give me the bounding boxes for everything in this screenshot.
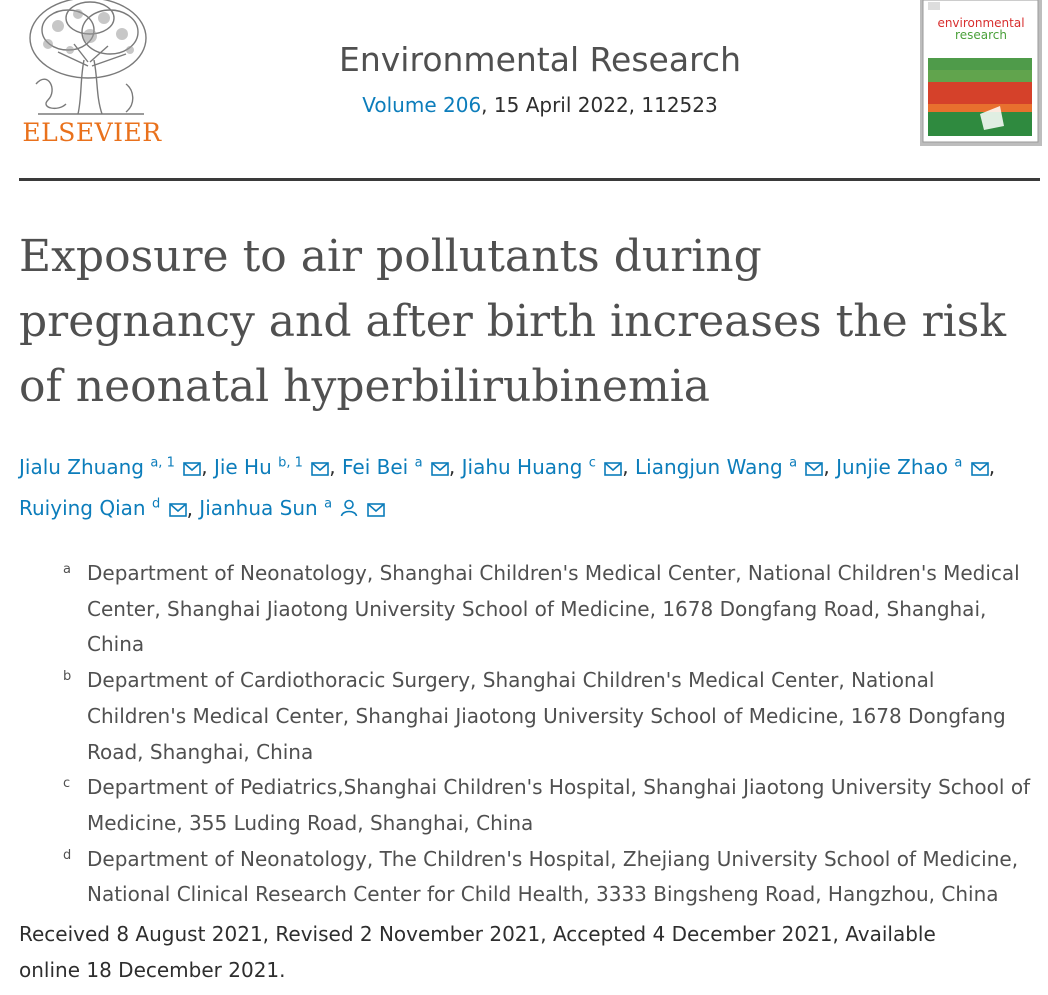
author-name-link[interactable]: Ruiying Qian — [19, 496, 146, 521]
person-icon[interactable] — [340, 492, 358, 528]
affiliation-text: Department of Neonatology, Shanghai Children's Medical Center, National Children's Medical Center, Shanghai Jiaotong University School of Medicine, 1678 Dongfang Road, Shanghai, China — [87, 561, 1020, 657]
affiliation-label: c — [63, 776, 71, 792]
email-icon[interactable] — [183, 451, 201, 487]
author-affiliation-sup[interactable]: a — [789, 455, 798, 470]
author-name-link[interactable]: Jialu Zhuang — [19, 454, 144, 479]
author-affiliation-sup[interactable]: a — [414, 455, 423, 470]
journal-title[interactable]: Environmental Research — [339, 40, 741, 79]
author-item — [635, 455, 823, 479]
author-item — [462, 455, 623, 479]
email-icon[interactable] — [311, 451, 329, 487]
journal-issue-info — [0, 93, 1048, 117]
email-icon[interactable] — [431, 451, 449, 487]
affiliation-text: Department of Neonatology, The Children's Hospital, Zhejiang University School of Medicine, National Clinical Research Center for Child Health, 3333 Bingsheng Road, Hangzhou, China — [87, 846, 1019, 907]
author-item — [214, 455, 329, 479]
author-name-link[interactable]: Junjie Zhao — [836, 454, 949, 479]
author-item — [19, 455, 201, 479]
author-item — [836, 455, 989, 479]
author-name-link[interactable]: Jie Hu — [213, 454, 272, 479]
affiliation-text: Department of Pediatrics,Shanghai Children's Hospital, Shanghai Jiaotong University School of Medicine, 355 Luding Road, Shanghai, China — [87, 775, 1031, 835]
author-separator: , — [448, 454, 462, 479]
elsevier-wordmark: ELSEVIER — [22, 118, 162, 147]
author-separator: , — [988, 454, 996, 479]
author-separator: , — [186, 496, 200, 521]
affiliation-label: d — [63, 847, 72, 863]
author-name-link[interactable]: Jianhua Sun — [199, 496, 318, 521]
email-icon[interactable] — [971, 451, 989, 487]
email-icon[interactable] — [805, 451, 823, 487]
article-title: Exposure to air pollutants during pregnancy and after birth increases the risk of neonatal hyperbilirubinemia — [19, 231, 1006, 412]
cover-title-line2: research — [955, 28, 1007, 42]
affiliation-label: b — [63, 669, 72, 685]
affiliation-item — [19, 556, 1039, 663]
affiliation-list — [19, 556, 1039, 913]
author-item — [342, 455, 449, 479]
author-affiliation-sup[interactable]: b, 1 — [278, 455, 303, 470]
author-name-link[interactable]: Fei Bei — [342, 454, 409, 479]
affiliation-item — [19, 663, 1039, 770]
author-affiliation-sup[interactable]: d — [151, 496, 161, 512]
email-icon[interactable] — [367, 492, 385, 528]
author-item — [199, 496, 384, 520]
author-affiliation-sup[interactable]: a — [324, 496, 333, 512]
author-name-link[interactable]: Liangjun Wang — [635, 454, 783, 479]
author-separator: , — [329, 454, 343, 479]
email-icon[interactable] — [604, 451, 622, 487]
article-history-dates: Received 8 August 2021, Revised 2 November 2021, Accepted 4 December 2021, Available online 18 December 2021. — [19, 922, 936, 982]
header-divider — [19, 178, 1040, 181]
issue-date-pages: , 15 April 2022, 112523 — [481, 93, 718, 117]
volume-link[interactable]: Volume 206 — [362, 93, 482, 117]
author-name-link[interactable]: Jiahu Huang — [461, 454, 583, 479]
affiliation-label: a — [63, 562, 71, 577]
author-list — [19, 445, 1029, 528]
cover-title-line1: environmental — [937, 16, 1025, 30]
email-icon[interactable] — [169, 492, 187, 528]
affiliation-item — [19, 770, 1039, 841]
author-affiliation-sup[interactable]: a — [954, 455, 963, 470]
journal-cover-thumbnail[interactable] — [920, 0, 1042, 146]
affiliation-item — [19, 842, 1039, 913]
author-separator: , — [622, 454, 635, 479]
author-affiliation-sup[interactable]: c — [588, 455, 596, 470]
affiliation-text: Department of Cardiothoracic Surgery, Shanghai Children's Medical Center, National Children's Medical Center, Shanghai Jiaotong University School of Medicine, 1678 Dongfang Road, Shanghai, China — [87, 668, 1006, 764]
author-separator: , — [201, 454, 214, 479]
author-affiliation-sup[interactable]: a, 1 — [150, 455, 175, 470]
article-header — [0, 0, 1048, 182]
author-item — [19, 496, 187, 520]
author-separator: , — [823, 454, 837, 479]
